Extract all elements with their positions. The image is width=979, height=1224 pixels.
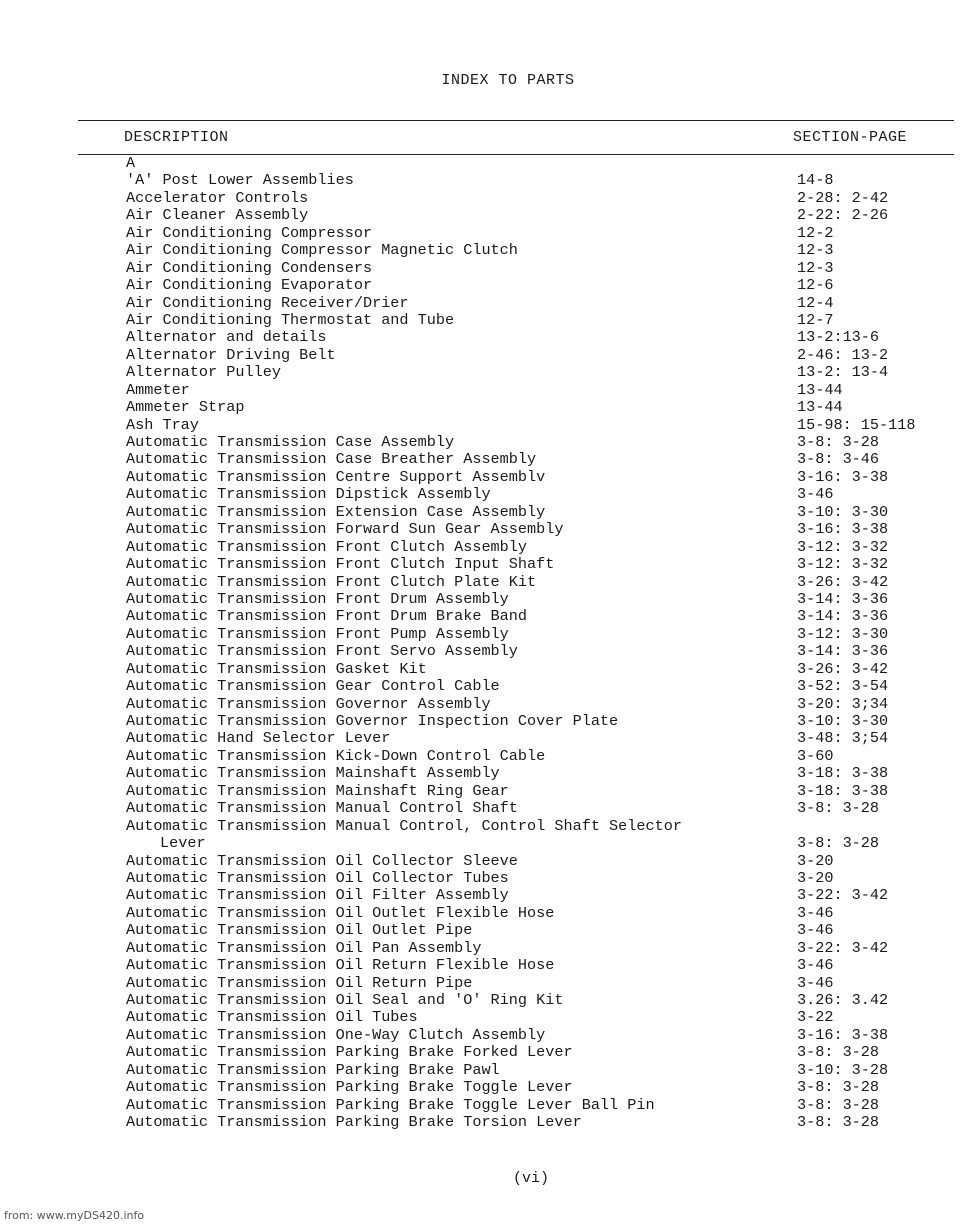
- index-entry: [0, 382, 979, 399]
- entry-description: Automatic Transmission Kick-Down Control Cable: [126, 746, 546, 765]
- entry-description: Automatic Transmission Oil Tubes: [126, 1008, 418, 1027]
- entry-description: Air Conditioning Thermostat and Tube: [126, 310, 455, 329]
- entry-description: Automatic Transmission Forward Sun Gear Assembly: [126, 520, 564, 539]
- index-entry: [0, 172, 979, 189]
- entry-section-page: 3-46: [797, 956, 834, 975]
- entry-section-page: 3-48: 3;54: [797, 729, 889, 748]
- entry-section-page: 3-10: 3-28: [797, 1060, 889, 1079]
- entry-description: Automatic Transmission Gear Control Cable: [126, 677, 500, 696]
- index-entry: [0, 992, 979, 1009]
- index-entry: [0, 1062, 979, 1079]
- entry-section-page: 3-22: [797, 1008, 834, 1027]
- entry-description: Alternator and details: [126, 328, 327, 347]
- entry-description: Automatic Transmission Oil Collector Tubes: [126, 868, 509, 887]
- index-entry: [0, 347, 979, 364]
- index-entry: [0, 504, 979, 521]
- entry-section-page: 13-44: [797, 398, 843, 417]
- entry-description: Automatic Transmission Oil Outlet Flexible Hose: [126, 903, 555, 922]
- index-entry: [0, 225, 979, 242]
- entry-description: Automatic Transmission Oil Return Flexible Hose: [126, 956, 555, 975]
- index-entry: [0, 661, 979, 678]
- entry-description: Lever: [160, 834, 206, 853]
- index-entry: [0, 887, 979, 904]
- entry-section-page: 3-26: 3-42: [797, 572, 889, 591]
- index-entry: [0, 1009, 979, 1026]
- entry-description: Automatic Transmission Gasket Kit: [126, 659, 427, 678]
- index-entry: [0, 800, 979, 817]
- entry-section-page: 3-14: 3-36: [797, 589, 889, 608]
- entry-section-page: 3-46: [797, 973, 834, 992]
- entry-description: Automatic Transmission Front Pump Assembly: [126, 624, 509, 643]
- entry-section-page: 3-14: 3-36: [797, 607, 889, 626]
- entry-section-page: 3.26: 3.42: [797, 991, 889, 1009]
- entry-section-page: 3-10: 3-30: [797, 712, 889, 730]
- entry-description: Automatic Transmission Case Assembly: [126, 433, 455, 451]
- page-number: (vi): [512, 1170, 549, 1187]
- entry-section-page: 3-20: [797, 851, 834, 870]
- index-entry: [0, 626, 979, 643]
- entry-description: Automatic Hand Selector Lever: [126, 729, 391, 748]
- entry-section-page: 15-98: 15-118: [797, 415, 916, 434]
- index-entry: [0, 277, 979, 294]
- entry-section-page: 13-2:13-6: [797, 328, 880, 347]
- entry-section-page: 3-16: 3-38: [797, 520, 889, 539]
- entry-section-page: 13-2: 13-4: [797, 363, 889, 382]
- index-entry: [0, 835, 979, 852]
- index-entry: [0, 818, 979, 835]
- entry-section-page: 3-60: [797, 746, 834, 765]
- entry-description: Air Conditioning Compressor: [126, 223, 373, 242]
- column-header-description: DESCRIPTION: [124, 129, 229, 146]
- entry-section-page: 13-44: [797, 380, 843, 399]
- index-entry: [0, 1044, 979, 1061]
- entry-description: Automatic Transmission Manual Control Shaft: [126, 799, 518, 818]
- index-list: [0, 155, 979, 1132]
- index-entry: [0, 329, 979, 346]
- entry-description: Automatic Transmission Oil Filter Assembly: [126, 886, 509, 905]
- index-entry: [0, 312, 979, 329]
- index-entry: [0, 870, 979, 887]
- entry-section-page: 3-8: 3-46: [797, 450, 880, 469]
- index-entry: [0, 853, 979, 870]
- index-entry: [0, 399, 979, 416]
- entry-section-page: 12-7: [797, 310, 834, 329]
- entry-description: Automatic Transmission Oil Return Pipe: [126, 973, 473, 992]
- entry-description: Automatic Transmission Front Drum Assembly: [126, 589, 509, 608]
- index-entry: [0, 905, 979, 922]
- entry-description: Automatic Transmission Front Clutch Plate Kit: [126, 572, 537, 591]
- entry-section-page: 3-52: 3-54: [797, 677, 889, 696]
- index-entry: [0, 783, 979, 800]
- entry-section-page: 3-10: 3-30: [797, 502, 889, 521]
- header-top-rule: [78, 120, 954, 121]
- entry-description: Air Cleaner Assembly: [126, 206, 309, 225]
- entry-description: Ammeter: [126, 380, 190, 399]
- entry-section-page: 3-14: 3-36: [797, 642, 889, 661]
- entry-description: Automatic Transmission One-Way Clutch Assembly: [126, 1025, 546, 1044]
- entry-section-page: 3-8: 3-28: [797, 433, 880, 451]
- entry-description: Alternator Pulley: [126, 363, 281, 382]
- index-entry: [0, 574, 979, 591]
- index-entry: [0, 975, 979, 992]
- index-entry: [0, 643, 979, 660]
- entry-description: Automatic Transmission Parking Brake Toggle Lever Ball Pin: [126, 1095, 655, 1114]
- index-entry: [0, 207, 979, 224]
- entry-description: Air Conditioning Receiver/Drier: [126, 293, 409, 312]
- index-entry: [0, 1079, 979, 1096]
- entry-description: Automatic Transmission Front Clutch Input Shaft: [126, 555, 555, 574]
- entry-description: Automatic Transmission Oil Outlet Pipe: [126, 921, 473, 940]
- entry-section-page: 12-3: [797, 258, 834, 277]
- index-entry: [0, 678, 979, 695]
- entry-description: Automatic Transmission Mainshaft Ring Gear: [126, 781, 509, 800]
- index-entry: [0, 539, 979, 556]
- index-entry: [0, 1027, 979, 1044]
- entry-section-page: 2-28: 2-42: [797, 188, 889, 207]
- index-entry: [0, 242, 979, 259]
- index-entry: [0, 1114, 979, 1131]
- entry-section-page: 3-8: 3-28: [797, 1078, 880, 1097]
- index-entry: [0, 364, 979, 381]
- index-entry: [0, 260, 979, 277]
- index-entry: [0, 713, 979, 730]
- entry-description: Automatic Transmission Dipstick Assembly: [126, 485, 491, 504]
- entry-section-page: 3-18: 3-38: [797, 781, 889, 800]
- entry-section-page: 3-8: 3-28: [797, 1095, 880, 1114]
- entry-section-page: 3-8: 3-28: [797, 799, 880, 818]
- entry-section-page: 3-8: 3-28: [797, 834, 880, 853]
- index-entry: [0, 1097, 979, 1114]
- entry-section-page: 3-20: [797, 868, 834, 887]
- entry-description: Air Conditioning Evaporator: [126, 276, 373, 295]
- entry-section-page: 3-12: 3-32: [797, 537, 889, 556]
- entry-section-page: 3-22: 3-42: [797, 886, 889, 905]
- index-entry: [0, 469, 979, 486]
- index-entry: [0, 957, 979, 974]
- index-entry: [0, 556, 979, 573]
- entry-description: Automatic Transmission Front Clutch Assembly: [126, 537, 528, 556]
- entry-description: A: [126, 154, 136, 172]
- entry-section-page: 3-46: [797, 903, 834, 922]
- entry-section-page: 3-22: 3-42: [797, 938, 889, 957]
- index-entry: [0, 190, 979, 207]
- entry-description: Automatic Transmission Front Servo Assembly: [126, 642, 518, 661]
- entry-section-page: 3-18: 3-38: [797, 764, 889, 783]
- entry-description: Automatic Transmission Case Breather Assembly: [126, 450, 537, 469]
- index-entry: [0, 486, 979, 503]
- entry-section-page: 2-22: 2-26: [797, 206, 889, 225]
- index-entry: [0, 608, 979, 625]
- entry-description: Automatic Transmission Centre Support Assemblv: [126, 467, 546, 486]
- entry-section-page: 12-2: [797, 223, 834, 242]
- entry-description: Automatic Transmission Oil Pan Assembly: [126, 938, 482, 957]
- entry-description: Automatic Transmission Mainshaft Assembly: [126, 764, 500, 783]
- entry-description: Automatic Transmission Extension Case Assembly: [126, 502, 546, 521]
- entry-section-page: 12-6: [797, 276, 834, 295]
- entry-description: Accelerator Controls: [126, 188, 309, 207]
- source-footer: from: www.myDS420.info: [4, 1209, 145, 1222]
- index-entry: [0, 748, 979, 765]
- entry-section-page: 12-4: [797, 293, 834, 312]
- entry-section-page: 3-8: 3-28: [797, 1113, 880, 1132]
- index-entry: [0, 922, 979, 939]
- entry-description: Ash Tray: [126, 415, 199, 434]
- index-entry: [0, 765, 979, 782]
- entry-description: Automatic Transmission Oil Collector Sleeve: [126, 851, 518, 870]
- entry-section-page: 3-16: 3-38: [797, 467, 889, 486]
- index-entry: [0, 434, 979, 451]
- index-entry: [0, 696, 979, 713]
- entry-section-page: 3-26: 3-42: [797, 659, 889, 678]
- page-title: INDEX TO PARTS: [441, 72, 575, 89]
- entry-section-page: 3-16: 3-38: [797, 1025, 889, 1044]
- entry-description: Automatic Transmission Front Drum Brake Band: [126, 607, 528, 626]
- entry-section-page: 3-20: 3;34: [797, 694, 889, 713]
- index-entry: [0, 591, 979, 608]
- entry-description: Automatic Transmission Governor Assembly: [126, 694, 491, 713]
- index-entry: [0, 451, 979, 468]
- index-entry: [0, 521, 979, 538]
- entry-section-page: 2-46: 13-2: [797, 345, 889, 364]
- index-entry: [0, 730, 979, 747]
- index-entry: [0, 155, 979, 172]
- entry-description: Automatic Transmission Parking Brake Toggle Lever: [126, 1078, 573, 1097]
- entry-description: Ammeter Strap: [126, 398, 245, 417]
- entry-description: Automatic Transmission Manual Control, Control Shaft Selector: [126, 816, 682, 835]
- entry-section-page: 14-8: [797, 171, 834, 190]
- index-entry: [0, 417, 979, 434]
- entry-description: Automatic Transmission Parking Brake Pawl: [126, 1060, 500, 1079]
- column-header-section-page: SECTION-PAGE: [793, 129, 908, 146]
- entry-description: Alternator Driving Belt: [126, 345, 336, 364]
- entry-description: Air Conditioning Condensers: [126, 258, 373, 277]
- entry-section-page: 3-12: 3-30: [797, 624, 889, 643]
- entry-section-page: 3-8: 3-28: [797, 1043, 880, 1062]
- entry-description: Automatic Transmission Oil Seal and 'O' Ring Kit: [126, 991, 564, 1009]
- index-entry: [0, 940, 979, 957]
- entry-section-page: 3-12: 3-32: [797, 555, 889, 574]
- entry-description: Automatic Transmission Parking Brake Torsion Lever: [126, 1113, 582, 1132]
- entry-section-page: 3-46: [797, 485, 834, 504]
- entry-section-page: 12-3: [797, 241, 834, 260]
- entry-description: 'A' Post Lower Assemblies: [126, 171, 354, 190]
- entry-description: Automatic Transmission Governor Inspection Cover Plate: [126, 712, 619, 730]
- index-entry: [0, 295, 979, 312]
- entry-section-page: 3-46: [797, 921, 834, 940]
- entry-description: Automatic Transmission Parking Brake Forked Lever: [126, 1043, 573, 1062]
- entry-description: Air Conditioning Compressor Magnetic Clutch: [126, 241, 518, 260]
